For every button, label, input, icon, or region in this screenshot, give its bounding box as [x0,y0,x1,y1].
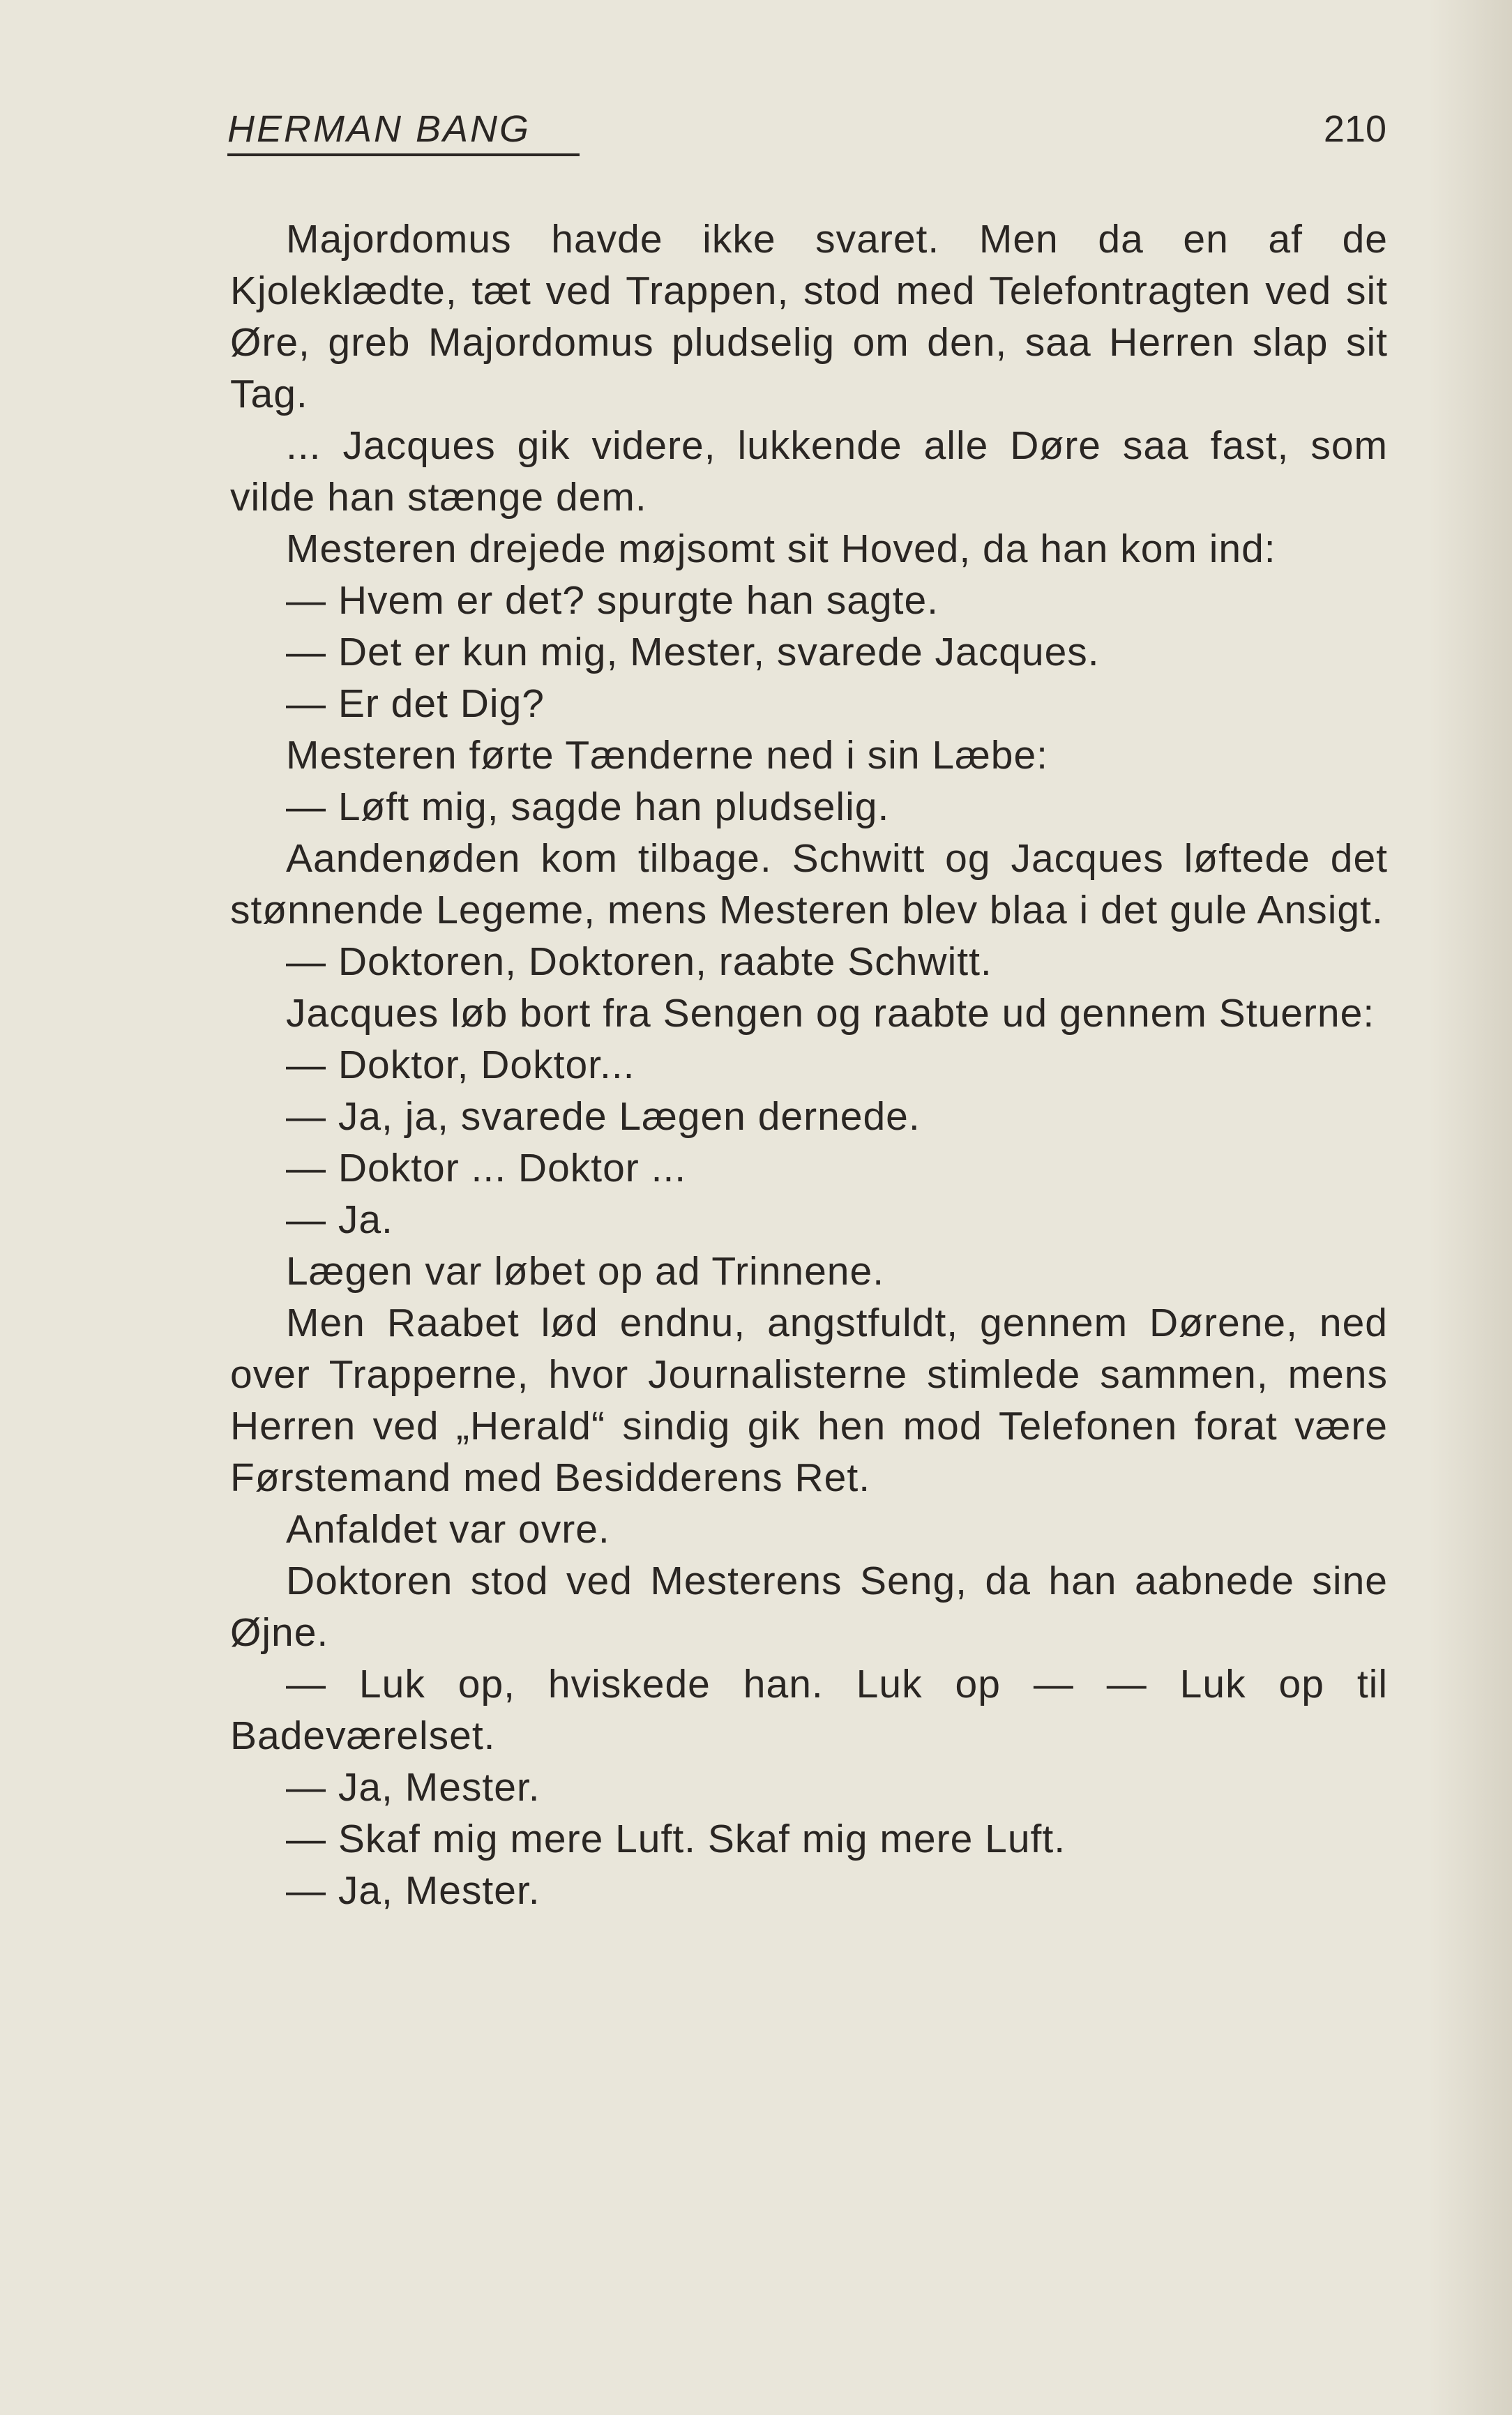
dialogue-line: — Ja, Mester. [286,1868,540,1913]
paragraph: Mesteren førte Tænderne ned i sin Læbe: [286,733,1048,778]
dialogue-line: — Doktor ... Doktor ... [286,1146,687,1190]
paragraph: Anfaldet var ovre. [286,1507,610,1552]
paragraph: Doktoren stod ved Mesterens Seng, da han aabnede sine Øjne. [230,1559,1388,1655]
paragraph: Majordomus havde ikke svaret. Men da en af de Kjoleklædte, tæt ved Trappen, stod med Telefontragten ved sit Øre, greb Majordomus pludselig om den, saa Herren slap sit Tag. [230,217,1388,416]
paragraph: Lægen var løbet op ad Trinnene. [286,1249,885,1294]
dialogue-line: — Skaf mig mere Luft. Skaf mig mere Luft. [286,1817,1066,1861]
dialogue-line: — Ja, Mester. [286,1765,540,1810]
page-header [227,105,1386,160]
paragraph: Mesteren drejede møjsomt sit Hoved, da han kom ind: [286,527,1276,571]
dialogue-line: — Hvem er det? spurgte han sagte. [286,578,939,623]
paragraph: Men Raabet lød endnu, angstfuldt, gennem Dørene, ned over Trapperne, hvor Journalisterne stimlede sammen, mens Herren ved „Herald“ sindig gik hen mod Telefonen forat være Førstemand med Besidderens Ret. [230,1301,1388,1500]
dialogue-line: — Doktoren, Doktoren, raabte Schwitt. [286,939,992,984]
paragraph: ... Jacques gik videre, lukkende alle Døre saa fast, som vilde han stænge dem. [230,423,1388,520]
dialogue-line: — Løft mig, sagde han pludselig. [286,785,890,829]
page-edge-shadow [1428,0,1512,2415]
dialogue-line: — Luk op, hviskede han. Luk op — — Luk op til Badeværelset. [230,1662,1388,1758]
dialogue-line: — Doktor, Doktor... [286,1043,635,1087]
paragraph: Jacques løb bort fra Sengen og raabte ud gennem Stuerne: [286,991,1375,1036]
dialogue-line: — Ja, ja, svarede Lægen dernede. [286,1094,921,1139]
dialogue-line: — Ja. [286,1197,393,1242]
dialogue-line: — Er det Dig? [286,681,545,726]
paragraph: Aandenøden kom tilbage. Schwitt og Jacques løftede det stønnende Legeme, mens Mesteren blev blaa i det gule Ansigt. [230,836,1388,932]
running-head: HERMAN BANG [227,105,580,156]
page-number: 210 [1323,108,1386,150]
dialogue-line: — Det er kun mig, Mester, svarede Jacques. [286,630,1100,674]
body-text [230,213,1388,1916]
